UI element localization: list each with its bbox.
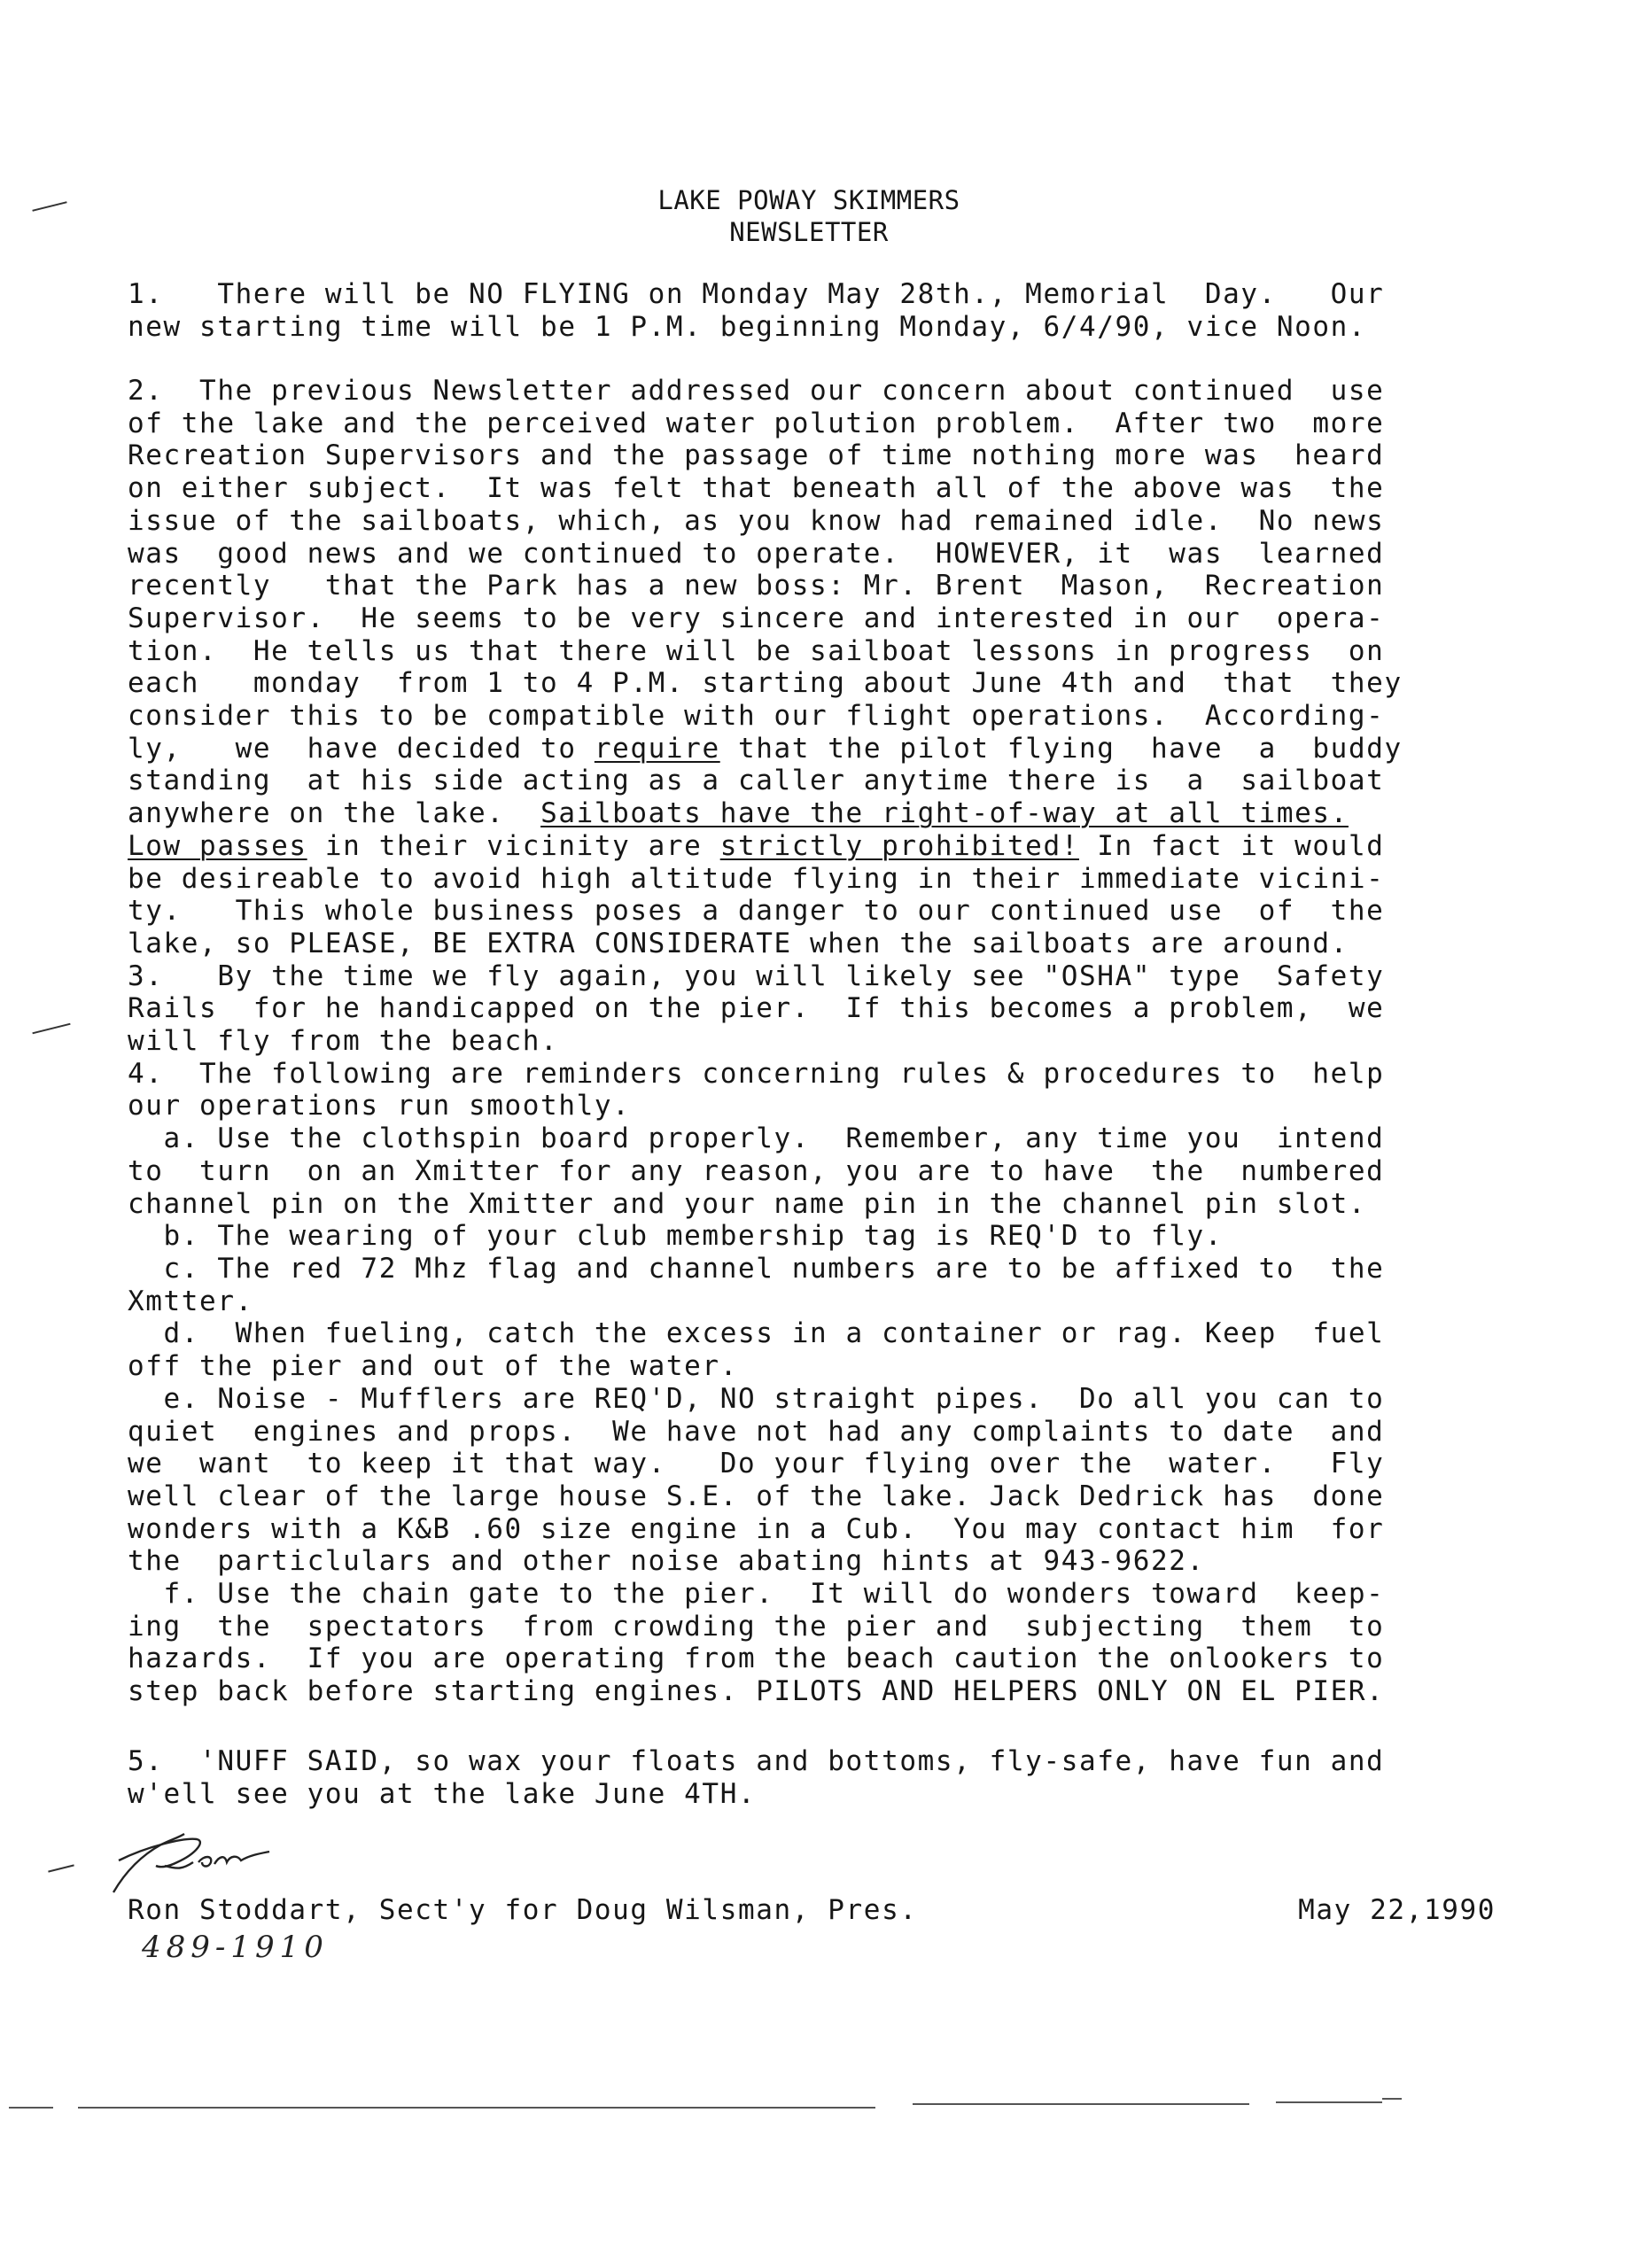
text-line: d. When fueling, catch the excess in a container or rag. Keep fuel [128, 1317, 1385, 1350]
text-line: of the lake and the perceived water polution problem. After two more [128, 407, 1385, 439]
text-line: b. The wearing of your club membership tag is REQ'D to fly. [128, 1220, 1224, 1253]
footer-rule [78, 2107, 875, 2109]
text-run: ly, we have decided to [128, 732, 595, 765]
underlined-prohibited: strictly prohibited! [719, 829, 1079, 862]
text-line: quiet engines and props. We have not had any complaints to date and [128, 1415, 1385, 1448]
paragraphs-2-to-4 [128, 375, 1501, 1708]
text-line: 5. 'NUFF SAID, so wax your floats and bottoms, fly-safe, have fun and [128, 1745, 1385, 1777]
text-line: recently that the Park has a new boss: Mr. Brent Mason, Recreation [128, 570, 1385, 602]
text-line: wonders with a K&B .60 size engine in a Cub. You may contact him for [128, 1512, 1385, 1545]
text-line: we want to keep it that way. Do your flying over the water. Fly [128, 1448, 1385, 1480]
text-line: lake, so PLEASE, BE EXTRA CONSIDERATE when the sailboats are around. [128, 927, 1349, 959]
text-line: to turn on an Xmitter for any reason, you are to have the numbered [128, 1154, 1385, 1187]
text-line: standing at his side acting as a caller anytime there is a sailboat [128, 765, 1385, 797]
text-run: In fact it would [1078, 829, 1385, 862]
text-line: the particlulars and other noise abating hints at 943-9622. [128, 1545, 1205, 1578]
text-line: new starting time will be 1 P.M. beginning Monday, 6/4/90, vice Noon. [128, 310, 1367, 343]
text-line: 2. The previous Newsletter addressed our concern about continued use [128, 375, 1385, 407]
text-line: a. Use the clothspin board properly. Remember, any time you intend [128, 1122, 1385, 1155]
text-line [128, 830, 1501, 863]
text-line: ing the spectators from crowding the pier and subjecting them to [128, 1610, 1385, 1643]
newsletter-title: LAKE POWAY SKIMMERS [657, 185, 960, 215]
footer-rule [913, 2103, 1249, 2105]
text-line: on either subject. It was felt that beneath all of the above was the [128, 472, 1385, 505]
text-line [128, 733, 1501, 765]
text-line: will fly from the beach. [128, 1025, 559, 1058]
text-line: f. Use the chain gate to the pier. It will do wonders toward keep- [128, 1578, 1385, 1611]
paragraph-1 [128, 278, 1501, 343]
paragraph-5 [128, 1745, 1501, 1810]
margin-pen-mark [32, 1023, 70, 1035]
text-line: 3. By the time we fly again, you will likely see "OSHA" type Safety [128, 959, 1385, 992]
text-line: step back before starting engines. PILOTS AND HELPERS ONLY ON EL PIER. [128, 1675, 1385, 1708]
text-line: consider this to be compatible with our flight operations. According- [128, 700, 1385, 733]
text-line: well clear of the large house S.E. of the lake. Jack Dedrick has done [128, 1480, 1385, 1512]
text-line: 1. There will be NO FLYING on Monday May 28th., Memorial Day. Our [128, 278, 1385, 310]
margin-pen-mark [32, 201, 66, 212]
text-run: that the pilot flying have a buddy [719, 732, 1403, 765]
footer-rule [1276, 2101, 1382, 2103]
text-line: tion. He tells us that there will be sailboat lessons in progress on [128, 634, 1385, 667]
footer-rule [1382, 2098, 1402, 2100]
handwritten-phone-number: 489-1910 [142, 1930, 329, 1965]
underlined-right-of-way: Sailboats have the right-of-way at all times. [540, 797, 1349, 830]
text-line: be desireable to avoid high altitude flying in their immediate vicini- [128, 862, 1385, 895]
text-line: our operations run smoothly. [128, 1090, 631, 1122]
footer-rule [9, 2107, 53, 2109]
margin-pen-mark [48, 1864, 74, 1872]
text-line: w'ell see you at the lake June 4TH. [128, 1777, 757, 1810]
text-run: in their vicinity are [307, 829, 720, 862]
text-line: Recreation Supervisors and the passage of time nothing more was heard [128, 439, 1385, 472]
text-line: issue of the sailboats, which, as you know had remained idle. No news [128, 504, 1385, 537]
newsletter-date: May 22,1990 [1298, 1894, 1496, 1926]
handwritten-signature [80, 1816, 310, 1905]
newsletter-subtitle: NEWSLETTER [729, 217, 889, 247]
text-line [128, 797, 1501, 830]
text-line: Rails for he handicapped on the pier. If this becomes a problem, we [128, 992, 1385, 1025]
text-run: anywhere on the lake. [128, 797, 541, 830]
text-line: c. The red 72 Mhz flag and channel numbers are to be affixed to the [128, 1252, 1385, 1285]
text-line: Supervisor. He seems to be very sincere and interested in our opera- [128, 602, 1385, 634]
text-line: ty. This whole business poses a danger to our continued use of the [128, 895, 1385, 928]
signature-line: Ron Stoddart, Sect'y for Doug Wilsman, Pres. [128, 1894, 918, 1926]
text-line: was good news and we continued to operate. HOWEVER, it was learned [128, 537, 1385, 570]
underlined-require: require [594, 732, 720, 765]
underlined-low-passes: Low passes [128, 829, 307, 862]
text-line: channel pin on the Xmitter and your name pin in the channel pin slot. [128, 1187, 1367, 1220]
text-line: off the pier and out of the water. [128, 1350, 738, 1383]
text-line: e. Noise - Mufflers are REQ'D, NO straight pipes. Do all you can to [128, 1382, 1385, 1415]
text-line: Xmtter. [128, 1285, 253, 1317]
text-line: each monday from 1 to 4 P.M. starting about June 4th and that they [128, 667, 1403, 700]
text-line: hazards. If you are operating from the beach caution the onlookers to [128, 1643, 1385, 1675]
text-line: 4. The following are reminders concerning rules & procedures to help [128, 1057, 1385, 1090]
